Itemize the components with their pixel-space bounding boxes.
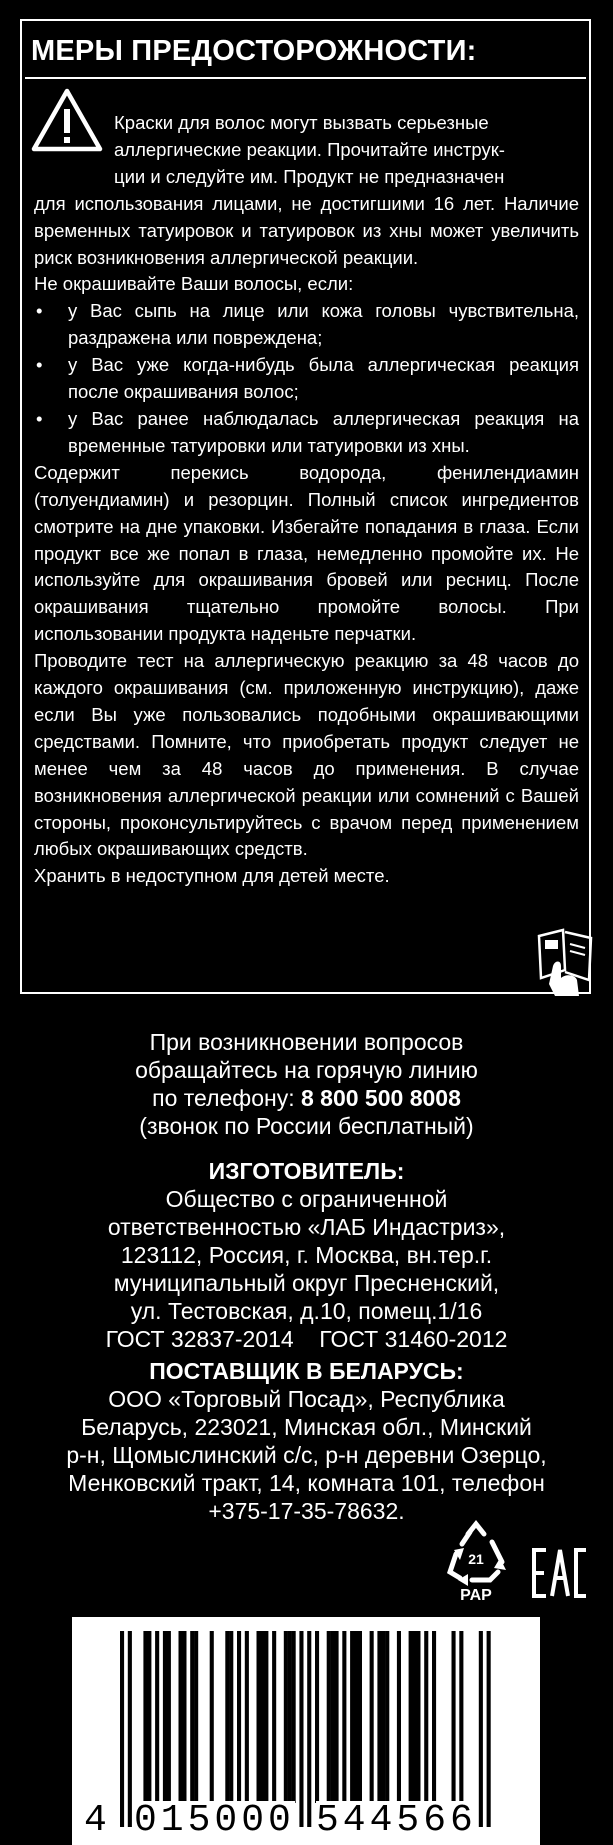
ingredients-paragraph: Содержит перекись водорода, фенилендиамин (толуендиамин) и резорцин. Полный список ингредиентов смотрите на дне упаковки. Избегайте попадания в глаза. Если продукт все же попал в глаза, немедленно промойте их. Не используйте для окрашивания бровей или ресниц. После окрашивания тщательно промойте волосы. При использовании продукта наденьте перчатки. [34, 461, 579, 645]
barcode-bar [190, 1631, 194, 1803]
list-item: • у Вас сыпь на лице или кожа головы чувствительна, раздражена или повреждена; [36, 300, 579, 349]
barcode-bar [272, 1631, 276, 1803]
barcode-bar [299, 1631, 303, 1827]
barcode-bar [237, 1631, 241, 1803]
barcode-bar [128, 1631, 132, 1827]
allergy-test-paragraph: Проводите тест на аллергическую реакцию за 48 часов до каждого окрашивания (см. приложенную инструкцию), даже если Вы уже пользовались подобными окрашивающими средствами. Помните, что приобретать продукт следует не менее чем за 48 часов до применения. В случае возникновения аллергической реакции или сомнений с Вашей стороны, проконсультируйтесь с врачом перед применением любых окрашивающих средств. [34, 650, 579, 860]
precautions-title: МЕРЫ ПРЕДОСТОРОЖНОСТИ: [31, 35, 477, 67]
recycle-code: PAP [460, 1587, 492, 1602]
barcode-bar [350, 1631, 354, 1803]
barcode-bar [452, 1631, 456, 1803]
intro-line-1: Краски для волос могут вызвать серьезные [114, 112, 489, 133]
intro-line-3: ции и следуйте им. Продукт не предназначен [114, 165, 505, 187]
barcode-left-group: 015000 [134, 1799, 295, 1842]
barcode-bar [487, 1631, 491, 1827]
barcode-bar [307, 1631, 311, 1827]
barcode-bar [479, 1631, 483, 1827]
manufacturer-line: муниципальный округ Пресненский, [113, 1270, 500, 1296]
barcode-bar [264, 1631, 268, 1803]
barcode [72, 1617, 540, 1845]
barcode-bar [377, 1631, 381, 1803]
barcode-first-digit: 4 [84, 1799, 111, 1842]
intro-rest: для использования лицами, не достигшими 16 лет. Наличие временных татуировок и татуировок из хны может увеличить риск возникновения аллергической реакции. [34, 192, 579, 268]
recycle-number: 21 [468, 1551, 484, 1567]
manufacturer-line: ГОСТ 32837-2014 ГОСТ 31460-2012 [105, 1326, 508, 1352]
barcode-bar [288, 1631, 292, 1803]
supplier-line: +375-17-35-78632. [208, 1498, 405, 1524]
eac-mark-icon [530, 1546, 590, 1600]
supplier-line: ООО «Торговый Посад», Республика [108, 1386, 505, 1412]
barcode-bar [416, 1631, 420, 1803]
title-divider [25, 77, 586, 79]
barcode-bar [327, 1631, 331, 1803]
phone-number: 8 800 500 8008 [300, 1085, 461, 1111]
supplier-block [0, 1357, 613, 1525]
list-item: • у Вас уже когда-нибудь была аллергическая реакция после окрашивания волос; [36, 354, 579, 403]
manufacturer-line: 123112, Россия, г. Москва, вн.тер.г. [120, 1242, 493, 1268]
barcode-bar [385, 1631, 389, 1803]
barcode-bar [370, 1631, 374, 1803]
barcode-bar [245, 1631, 249, 1803]
barcode-bar [257, 1631, 261, 1803]
recycle-icon [440, 1520, 512, 1602]
barcode-bar [155, 1631, 159, 1803]
supplier-line: р-н, Щомыслинский с/с, р-н деревни Озерцо, [66, 1442, 547, 1468]
hotline-line-3: по телефону: 8 800 500 8008 [152, 1085, 461, 1111]
barcode-bar [260, 1631, 264, 1803]
supplier-line: Беларусь, 223021, Минская обл., Минский [81, 1414, 532, 1440]
barcode-bar [167, 1631, 171, 1803]
barcode-bar [225, 1631, 229, 1803]
barcode-bar [143, 1631, 147, 1803]
precautions-panel [20, 19, 591, 994]
contraindication-list [34, 298, 579, 459]
barcode-bar [409, 1631, 413, 1803]
barcode-bar [315, 1631, 319, 1803]
barcode-bar [179, 1631, 183, 1803]
supplier-heading: ПОСТАВЩИК В БЕЛАРУСЬ: [149, 1358, 464, 1384]
do-not-dye-heading: Не окрашивайте Ваши волосы, если: [34, 273, 354, 295]
barcode-bar [120, 1631, 124, 1827]
barcode-bar [459, 1631, 463, 1803]
hotline-line-4: (звонок по России бесплатный) [139, 1113, 474, 1139]
intro-line-2: аллергические реакции. Прочитайте инструк- [114, 138, 505, 160]
manufacturer-line: ул. Тестовская, д.10, помещ.1/16 [130, 1298, 483, 1324]
barcode-bar [432, 1631, 436, 1803]
barcode-bar [413, 1631, 417, 1803]
barcode-bar [397, 1631, 401, 1803]
hotline-block [0, 1028, 613, 1140]
manufacturer-heading: ИЗГОТОВИТЕЛЬ: [208, 1158, 405, 1184]
barcode-bar [335, 1631, 339, 1803]
list-item: • у Вас ранее наблюдалась аллергическая реакция на временные татуировки или татуировки из хны. [36, 407, 579, 456]
barcode-bar [342, 1631, 346, 1803]
barcode-bar [163, 1631, 167, 1803]
barcode-bar [182, 1631, 186, 1803]
barcode-bar [354, 1631, 358, 1803]
supplier-line: Менковский тракт, 14, комната 101, телефон [68, 1470, 545, 1496]
barcode-bar [381, 1631, 385, 1803]
barcode-bar [424, 1631, 428, 1803]
barcode-bar [147, 1631, 151, 1803]
barcode-bar [284, 1631, 288, 1803]
hotline-line-1: При возникновении вопросов [149, 1029, 464, 1055]
storage-note: Хранить в недоступном для детей месте. [34, 865, 390, 887]
hotline-line-2: обращайтесь на горячую линию [135, 1057, 478, 1083]
manufacturer-line: Общество с ограниченной [165, 1186, 448, 1212]
manufacturer-block [0, 1157, 613, 1353]
barcode-bar [229, 1631, 233, 1803]
barcode-bar [194, 1631, 198, 1803]
barcode-bar [292, 1631, 296, 1803]
read-instructions-icon [535, 926, 597, 998]
barcode-bar [210, 1631, 214, 1803]
manufacturer-line: ответственностью «ЛАБ Индастриз», [107, 1214, 506, 1240]
barcode-bar [331, 1631, 335, 1803]
barcode-bar [358, 1631, 362, 1803]
precautions-text [34, 110, 579, 890]
barcode-right-group: 544566 [316, 1799, 477, 1842]
